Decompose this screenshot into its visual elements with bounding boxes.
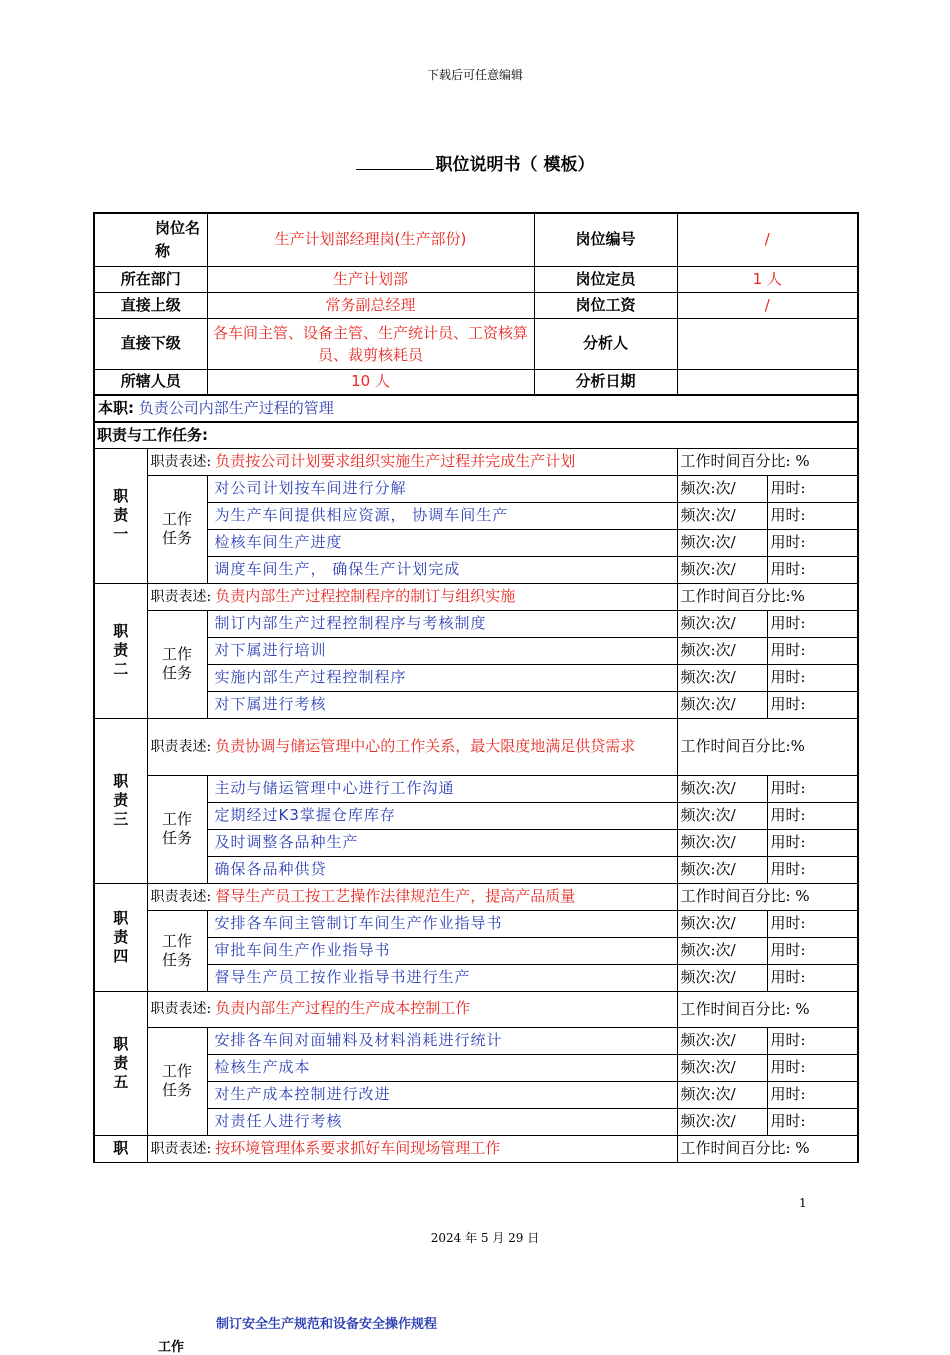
task-text: 及时调整各品种生产 (207, 829, 677, 856)
task-text: 定期经过K3掌握仓库库存 (207, 802, 677, 829)
task-time-spent: 用时: (767, 1027, 858, 1054)
duty-description-text: 督导生产员工按工艺操作法律规范生产，提高产品质量 (215, 886, 576, 905)
post-name-value: 生产计划部经理岗(生产部份) (207, 213, 534, 266)
task-time-spent: 用时: (767, 829, 858, 856)
task-frequency: 频次:次/ (677, 502, 767, 529)
task-time-spent: 用时: (767, 502, 858, 529)
duty-description-text: 负责按公司计划要求组织实施生产过程并完成生产计划 (215, 451, 576, 470)
duty-time-percentage: 工作时间百分比:% (677, 583, 858, 610)
duty-description (147, 1135, 677, 1162)
task-frequency: 频次:次/ (677, 1027, 767, 1054)
task-time-spent: 用时: (767, 556, 858, 583)
task-time-spent: 用时: (767, 964, 858, 991)
title-text: 职位说明书（ 模板） (435, 155, 595, 175)
title-blank-line (356, 155, 434, 170)
task-frequency: 频次:次/ (677, 664, 767, 691)
duty-label: 职责五 (94, 991, 147, 1135)
task-row (94, 856, 858, 883)
task-frequency: 频次:次/ (677, 556, 767, 583)
duty-description (147, 991, 677, 1027)
task-row (94, 1054, 858, 1081)
task-frequency: 频次:次/ (677, 1108, 767, 1135)
task-frequency: 频次:次/ (677, 856, 767, 883)
duty-description-prefix: 职责表述: (150, 888, 212, 905)
duty-row (94, 448, 858, 475)
duty-label: 职责一 (94, 448, 147, 583)
duty-description (147, 583, 677, 610)
task-text: 为生产车间提供相应资源， 协调车间生产 (207, 502, 677, 529)
quota-label: 岗位定员 (534, 266, 677, 292)
task-frequency: 频次:次/ (677, 529, 767, 556)
staff-value: 10 人 (207, 369, 534, 395)
task-time-spent: 用时: (767, 1108, 858, 1135)
task-row (94, 664, 858, 691)
duty-description-prefix: 职责表述: (150, 738, 212, 755)
task-frequency: 频次:次/ (677, 610, 767, 637)
quota-value: 1 人 (677, 266, 858, 292)
page-title (0, 150, 950, 175)
duty-description-prefix: 职责表述: (150, 453, 212, 470)
task-row (94, 529, 858, 556)
task-row (94, 637, 858, 664)
superior-value: 常务副总经理 (207, 292, 534, 318)
task-time-spent: 用时: (767, 937, 858, 964)
task-label: 工作任务 (147, 910, 207, 991)
task-text: 主动与储运管理中心进行工作沟通 (207, 775, 677, 802)
next-page-label: 工作 (158, 1340, 185, 1355)
job-description-table (93, 212, 859, 1163)
task-label: 工作任务 (147, 775, 207, 883)
task-time-spent: 用时: (767, 610, 858, 637)
task-time-spent: 用时: (767, 664, 858, 691)
task-time-spent: 用时: (767, 802, 858, 829)
task-frequency: 频次:次/ (677, 937, 767, 964)
analysis-date-label: 分析日期 (534, 369, 677, 395)
duty-label: 职责三 (94, 718, 147, 883)
task-frequency: 频次:次/ (677, 802, 767, 829)
task-frequency: 频次:次/ (677, 637, 767, 664)
role-text: 负责公司内部生产过程的管理 (138, 399, 334, 417)
task-time-spent: 用时: (767, 637, 858, 664)
duty-row (94, 583, 858, 610)
subordinate-label: 直接下级 (94, 318, 207, 369)
task-frequency: 频次:次/ (677, 691, 767, 718)
task-row (94, 910, 858, 937)
duty-description-prefix: 职责表述: (150, 588, 212, 605)
task-time-spent: 用时: (767, 691, 858, 718)
duty-description-text: 按环境管理体系要求抓好车间现场管理工作 (215, 1138, 501, 1157)
duty-description (147, 448, 677, 475)
role-row (94, 395, 858, 422)
task-text: 安排各车间主管制订车间生产作业指导书 (207, 910, 677, 937)
task-row (94, 691, 858, 718)
duty-time-percentage: 工作时间百分比: % (677, 1135, 858, 1162)
duty-time-percentage: 工作时间百分比: % (677, 448, 858, 475)
task-frequency: 频次:次/ (677, 1054, 767, 1081)
duty-row (94, 991, 858, 1027)
duty-time-percentage: 工作时间百分比: % (677, 883, 858, 910)
salary-label: 岗位工资 (534, 292, 677, 318)
duty-description-text: 负责内部生产过程控制程序的制订与组织实施 (215, 586, 516, 605)
task-row (94, 964, 858, 991)
task-frequency: 频次:次/ (677, 829, 767, 856)
task-time-spent: 用时: (767, 856, 858, 883)
task-time-spent: 用时: (767, 775, 858, 802)
post-name-label: 岗位名称 (94, 213, 207, 266)
role-label: 本职: (98, 399, 135, 417)
task-text: 检核生产成本 (207, 1054, 677, 1081)
task-text: 实施内部生产过程控制程序 (207, 664, 677, 691)
task-row (94, 829, 858, 856)
task-text: 调度车间生产， 确保生产计划完成 (207, 556, 677, 583)
duty-description (147, 883, 677, 910)
task-time-spent: 用时: (767, 910, 858, 937)
task-row (94, 937, 858, 964)
duties-header: 职责与工作任务: (94, 422, 858, 448)
dept-label: 所在部门 (94, 266, 207, 292)
duty-label: 职 (94, 1135, 147, 1162)
task-label: 工作任务 (147, 1027, 207, 1135)
duty-time-percentage: 工作时间百分比: % (677, 991, 858, 1027)
analyst-value (677, 318, 858, 369)
task-frequency: 频次:次/ (677, 1081, 767, 1108)
task-text: 审批车间生产作业指导书 (207, 937, 677, 964)
task-text: 检核车间生产进度 (207, 529, 677, 556)
post-no-label: 岗位编号 (534, 213, 677, 266)
task-time-spent: 用时: (767, 1081, 858, 1108)
salary-value: / (677, 292, 858, 318)
dept-value: 生产计划部 (207, 266, 534, 292)
duty-description-text: 负责内部生产过程的生产成本控制工作 (215, 999, 471, 1017)
task-row (94, 1027, 858, 1054)
task-text: 对公司计划按车间进行分解 (207, 475, 677, 502)
page-date: 2024 年 5 月 29 日 (430, 1231, 540, 1245)
task-text: 制订内部生产过程控制程序与考核制度 (207, 610, 677, 637)
header-note: 下载后可任意编辑 (426, 68, 523, 82)
duty-row (94, 1135, 858, 1162)
duty-row (94, 718, 858, 775)
task-row (94, 1081, 858, 1108)
task-label: 工作任务 (147, 475, 207, 583)
task-text: 确保各品种供贷 (207, 856, 677, 883)
task-text: 对生产成本控制进行改进 (207, 1081, 677, 1108)
task-row (94, 775, 858, 802)
task-label: 工作任务 (147, 610, 207, 718)
duty-description-prefix: 职责表述: (150, 1001, 212, 1017)
task-row (94, 502, 858, 529)
task-row (94, 802, 858, 829)
task-frequency: 频次:次/ (677, 475, 767, 502)
duty-time-percentage: 工作时间百分比:% (677, 718, 858, 775)
duty-row (94, 883, 858, 910)
task-text: 对责任人进行考核 (207, 1108, 677, 1135)
subordinate-value: 各车间主管、设备主管、生产统计员、工资核算员、裁剪核耗员 (207, 318, 534, 369)
task-time-spent: 用时: (767, 475, 858, 502)
duty-label: 职责四 (94, 883, 147, 991)
task-row (94, 475, 858, 502)
page-number: 1 (799, 1196, 807, 1210)
next-page-text: 制订安全生产规范和设备安全操作规程 (216, 1317, 438, 1332)
task-text: 对下属进行培训 (207, 637, 677, 664)
task-text: 对下属进行考核 (207, 691, 677, 718)
task-row (94, 556, 858, 583)
analyst-label: 分析人 (534, 318, 677, 369)
duty-label: 职责二 (94, 583, 147, 718)
task-frequency: 频次:次/ (677, 910, 767, 937)
staff-label: 所辖人员 (94, 369, 207, 395)
duty-description-prefix: 职责表述: (150, 1140, 212, 1157)
duty-description-text: 负责协调与储运管理中心的工作关系，最大限度地满足供贷需求 (215, 736, 636, 755)
task-text: 安排各车间对面辅料及材料消耗进行统计 (207, 1027, 677, 1054)
post-no-value: / (677, 213, 858, 266)
task-frequency: 频次:次/ (677, 775, 767, 802)
duty-description (147, 718, 677, 775)
task-frequency: 频次:次/ (677, 964, 767, 991)
task-row (94, 610, 858, 637)
task-time-spent: 用时: (767, 529, 858, 556)
task-row (94, 1108, 858, 1135)
superior-label: 直接上级 (94, 292, 207, 318)
task-text: 督导生产员工按作业指导书进行生产 (207, 964, 677, 991)
task-time-spent: 用时: (767, 1054, 858, 1081)
analysis-date-value (677, 369, 858, 395)
